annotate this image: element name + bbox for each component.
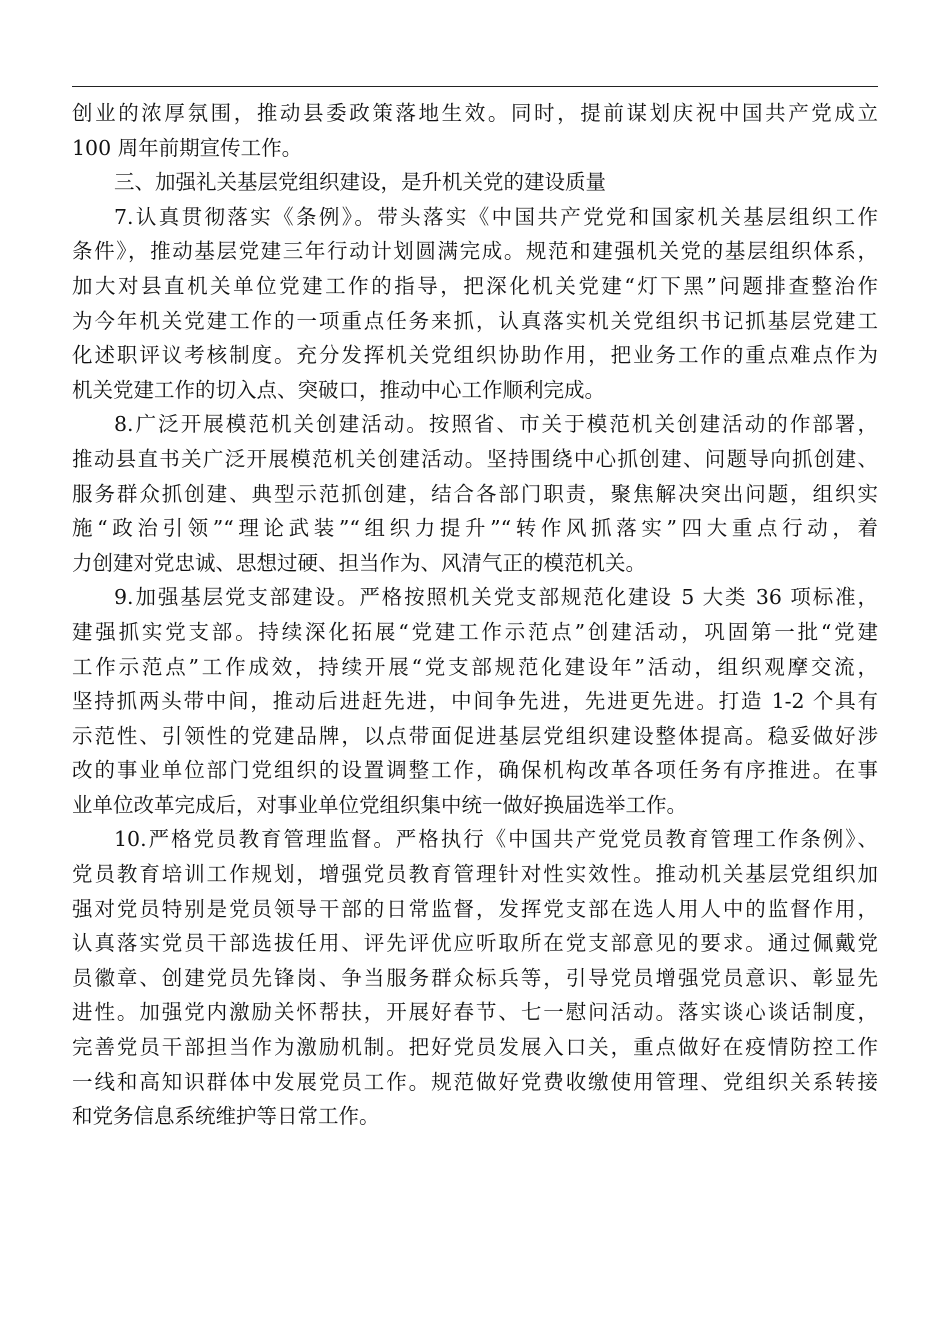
text-line: 业单位改革完成后，对事业单位党组织集中统一做好换届选举工作。 — [72, 792, 687, 817]
text-line: 化述职评议考核制度。充分发挥机关党组织协助作用，把业务工作的重点难点作为 — [72, 343, 878, 368]
header-rule — [72, 86, 878, 87]
text-line: 服务群众抓创建、典型示范抓创建，结合各部门职责，聚焦解决突出问题，组织实 — [72, 481, 878, 506]
paragraph-start-8: 8.广泛开展模范机关创建活动。按照省、市关于模范机关创建活动的作部署， — [114, 412, 878, 437]
paragraph-start-10: 10.严格党员教育管理监督。严格执行《中国共产党党员教育管理工作条例》、 — [114, 827, 878, 852]
section-heading: 三、加强礼关基层党组织建设，是升机关党的建设质量 — [114, 170, 606, 195]
text-line: 示范性、引领性的党建品牌，以点带面促进基层党组织建设整体提高。稳妥做好涉 — [72, 723, 878, 748]
text-line: 员徽章、创建党员先锋岗、争当服务群众标兵等，引导党员增强党员意识、彰显先 — [72, 965, 878, 990]
text-line: 工作示范点”工作成效，持续开展“党支部规范化建设年”活动，组织观摩交流， — [72, 654, 878, 679]
text-line: 建强抓实党支部。持续深化拓展“党建工作示范点”创建活动，巩固第一批“党建 — [72, 619, 878, 644]
text-line: 加大对县直机关单位党建工作的指导，把深化机关党建“灯下黑”问题排查整治作 — [72, 273, 878, 298]
body-text — [72, 96, 878, 1134]
text-line: 100 周年前期宣传工作。 — [72, 135, 303, 160]
text-line: 条件》，推动基层党建三年行动计划圆满完成。规范和建强机关党的基层组织体系， — [72, 239, 878, 264]
text-line: 推动县直书关广泛开展模范机关创建活动。坚持围绕中心抓创建、问题导向抓创建、 — [72, 446, 878, 471]
text-line: 创业的浓厚氛围，推动县委政策落地生效。同时，提前谋划庆祝中国共产党成立 — [72, 101, 878, 125]
text-line: 认真落实党员干部选拔任用、评先评优应听取所在党支部意见的要求。通过佩戴党 — [72, 931, 878, 956]
paragraph-start-9: 9.加强基层党支部建设。严格按照机关党支部规范化建设 5 大类 36 项标准， — [114, 585, 878, 610]
text-line: 施“政治引领”“理论武装”“组织力提升”“转作风抓落实”四大重点行动，着 — [72, 516, 878, 541]
text-line: 一线和高知识群体中发展党员工作。规范做好党费收缴使用管理、党组织关系转接 — [72, 1069, 878, 1094]
text-line: 改的事业单位部门党组织的设置调整工作，确保机构改革各项任务有序推进。在事 — [72, 758, 878, 783]
text-line: 和党务信息系统维护等日常工作。 — [72, 1104, 380, 1129]
text-line: 机关党建工作的切入点、突破口，推动中心工作顺利完成。 — [72, 377, 605, 402]
paragraph-start-7: 7.认真贯彻落实《条例》。带头落实《中国共产党党和国家机关基层组织工作 — [114, 204, 878, 229]
text-line: 力创建对党忠诚、思想过硬、担当作为、风清气正的模范机关。 — [72, 550, 646, 575]
text-line: 坚持抓两头带中间，推动后进赶先进，中间争先进，先进更先进。打造 1-2 个具有 — [72, 689, 878, 714]
text-line: 党员教育培训工作规划，增强党员教育管理针对性实效性。推动机关基层党组织加 — [72, 862, 878, 887]
text-line: 强对党员特别是党员领导干部的日常监督，发挥党支部在选人用人中的监督作用， — [72, 896, 878, 921]
text-line: 完善党员干部担当作为激励机制。把好党员发展入口关，重点做好在疫情防控工作 — [72, 1035, 878, 1060]
text-line: 为今年机关党建工作的一项重点任务来抓，认真落实机关党组织书记抓基层党建工 — [72, 308, 878, 333]
text-line: 进性。加强党内激励关怀帮扶，开展好春节、七一慰问活动。落实谈心谈话制度， — [72, 1000, 878, 1025]
